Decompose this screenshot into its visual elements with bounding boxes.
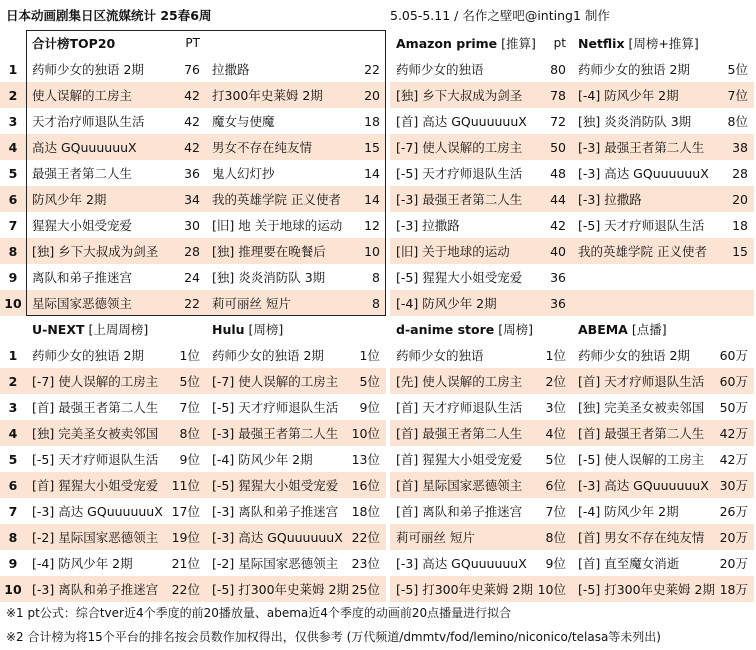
rank-header <box>0 30 26 56</box>
row-value: 4位 <box>545 426 566 441</box>
row-title: [-3] 拉撒路 <box>396 218 460 233</box>
row-value: 60万 <box>719 348 748 363</box>
table-row <box>26 238 206 264</box>
table-row <box>390 420 572 446</box>
row-value: 18 <box>732 217 748 233</box>
table-row <box>206 264 386 290</box>
row-value: 44 <box>550 191 566 207</box>
table-row <box>390 82 572 108</box>
table-row <box>572 212 754 238</box>
row-title: [-3] 高达 GQuuuuuuX <box>578 166 709 181</box>
table-row <box>26 108 206 134</box>
row-title: [独] 推理要在晚餐后 <box>212 244 326 259</box>
rank-cell: 7 <box>8 503 18 519</box>
table-row <box>26 82 206 108</box>
row-title: [-5] 天才疗师退队生活 <box>32 452 159 467</box>
panel-name: Hulu <box>212 321 245 337</box>
table-row <box>206 342 386 368</box>
row-value: 8位 <box>179 426 200 441</box>
row-value: 30万 <box>719 478 748 493</box>
row-value: 34 <box>184 191 200 207</box>
row-title: [首] 最强王者第二人生 <box>578 426 705 441</box>
row-value: 8 <box>372 269 380 285</box>
row-value: 80 <box>550 61 566 77</box>
row-title: [-3] 高达 GQuuuuuuX <box>396 556 527 571</box>
row-title: 打300年史莱姆 2期 <box>212 88 323 103</box>
rank-cell: 6 <box>0 472 26 498</box>
row-title: [首] 猩猩大小姐受宠爱 <box>396 452 523 467</box>
row-title: 高达 GQuuuuuuX <box>32 140 137 155</box>
table-row <box>572 82 754 108</box>
row-title: 天才治疗师退队生活 <box>32 114 145 129</box>
table-row <box>390 498 572 524</box>
row-value: 10 <box>364 243 380 259</box>
row-title: [-3] 高达 GQuuuuuuX <box>212 530 343 545</box>
table-row <box>26 186 206 212</box>
row-value: 7位 <box>727 88 748 103</box>
row-value: 76 <box>184 61 200 77</box>
row-title: 使人误解的工房主 <box>32 88 133 103</box>
row-value: 42万 <box>719 452 748 467</box>
row-title: 药师少女的独语 2期 <box>32 62 144 77</box>
rank-column-top <box>0 30 26 316</box>
table-row <box>572 108 754 134</box>
value-label: PT <box>185 36 200 50</box>
table-row <box>572 368 754 394</box>
table-row <box>390 368 572 394</box>
table-row <box>26 342 206 368</box>
row-title: [首] 最强王者第二人生 <box>32 400 159 415</box>
row-value: 36 <box>550 295 566 311</box>
row-title: [首] 星际国家恶德领主 <box>396 478 523 493</box>
row-title: [首] 猩猩大小姐受宠爱 <box>32 478 159 493</box>
panel-name: d-anime store <box>396 321 495 337</box>
table-row <box>26 550 206 576</box>
table-row <box>572 186 754 212</box>
row-title: [首] 男女不存在纯友情 <box>578 530 705 545</box>
table-row <box>390 550 572 576</box>
row-value: 20万 <box>719 556 748 571</box>
row-title: [-3] 高达 GQuuuuuuX <box>578 478 709 493</box>
row-value: 15 <box>732 243 748 259</box>
row-title: [-4] 防风少年 2期 <box>396 296 497 311</box>
row-title: [-5] 打300年史莱姆 2期 <box>578 582 715 597</box>
panel-name: Netflix <box>578 35 625 51</box>
row-title: [-4] 防风少年 2期 <box>578 504 679 519</box>
row-title: 拉撒路 <box>212 62 250 77</box>
panel-header <box>26 30 206 56</box>
table-row <box>26 420 206 446</box>
row-value: 8位 <box>545 530 566 545</box>
panel-netflix <box>572 30 754 316</box>
table-row <box>206 524 386 550</box>
row-title: [-5] 打300年史莱姆 2期 <box>396 582 533 597</box>
row-title: [首] 天才疗师退队生活 <box>578 374 705 389</box>
row-value: 13位 <box>351 452 380 467</box>
row-value: 42 <box>184 87 200 103</box>
row-value: 20万 <box>719 530 748 545</box>
panel-header <box>206 30 386 56</box>
row-value: 18 <box>364 113 380 129</box>
row-value: 6位 <box>545 478 566 493</box>
table-row <box>572 498 754 524</box>
row-title: [-2] 星际国家恶德领主 <box>212 556 339 571</box>
row-value: 9位 <box>359 400 380 415</box>
rank-cell: 10 <box>0 576 26 602</box>
row-value: 19位 <box>171 530 200 545</box>
row-value: 48 <box>550 165 566 181</box>
table-row <box>390 160 572 186</box>
row-title: [首] 天才疗师退队生活 <box>396 400 523 415</box>
table-row <box>206 160 386 186</box>
row-title: [-3] 离队和弟子推迷宫 <box>212 504 339 519</box>
row-title: 鬼人幻灯抄 <box>212 166 275 181</box>
table-row <box>206 290 386 316</box>
row-value: 17位 <box>171 504 200 519</box>
row-value: 18万 <box>719 582 748 597</box>
panel-header <box>390 30 572 56</box>
row-value: 8 <box>372 295 380 311</box>
row-value: 9位 <box>545 556 566 571</box>
row-title: [-5] 使人误解的工房主 <box>578 452 705 467</box>
row-value: 1位 <box>179 348 200 363</box>
row-value: 2位 <box>545 374 566 389</box>
table-row <box>390 446 572 472</box>
row-title: [-5] 天才疗师退队生活 <box>578 218 705 233</box>
row-title: [独] 炎炎消防队 3期 <box>212 270 326 285</box>
row-title: [-7] 使人误解的工房主 <box>32 374 159 389</box>
row-title: [旧] 关于地球的运动 <box>396 244 510 259</box>
table-row <box>572 238 754 264</box>
row-value: 1位 <box>359 348 380 363</box>
panel-suffix: [周榜] <box>498 322 534 337</box>
row-title: [-2] 星际国家恶德领主 <box>32 530 159 545</box>
table-row <box>206 108 386 134</box>
panel-combined-right <box>206 30 386 316</box>
panel-name: ABEMA <box>578 321 628 337</box>
row-value: 20 <box>364 87 380 103</box>
row-value: 21位 <box>171 556 200 571</box>
panel-suffix: [点播] <box>631 322 667 337</box>
row-title: [独] 完美圣女被卖邻国 <box>32 426 159 441</box>
row-value: 28 <box>184 243 200 259</box>
row-title: 猩猩大小姐受宠爱 <box>32 218 133 233</box>
row-title: 星际国家恶德领主 <box>32 296 133 311</box>
row-value: 10位 <box>351 426 380 441</box>
row-title: 莉可丽丝 短片 <box>212 296 291 311</box>
rank-column-bottom <box>0 316 26 602</box>
row-value: 7位 <box>545 504 566 519</box>
table-row <box>390 186 572 212</box>
row-value: 42 <box>184 113 200 129</box>
row-value: 22位 <box>171 582 200 597</box>
table-row <box>26 56 206 82</box>
row-value: 26万 <box>719 504 748 519</box>
table-row <box>572 56 754 82</box>
panel-name: Amazon prime <box>396 35 498 51</box>
row-value: 60万 <box>719 374 748 389</box>
row-value: 38 <box>732 139 748 155</box>
table-row <box>206 238 386 264</box>
row-value: 9位 <box>179 452 200 467</box>
panel-combined-left <box>26 30 206 316</box>
row-value: 30 <box>184 217 200 233</box>
rank-cell: 3 <box>8 113 18 129</box>
row-value: 36 <box>550 269 566 285</box>
table-row <box>206 212 386 238</box>
rank-cell: 1 <box>8 61 18 77</box>
row-title: [-5] 天才疗师退队生活 <box>396 166 523 181</box>
table-row <box>390 576 572 602</box>
row-title: 莉可丽丝 短片 <box>396 530 475 545</box>
panel-u-next <box>26 316 206 602</box>
table-row <box>572 134 754 160</box>
table-row <box>390 238 572 264</box>
panel-suffix: [周榜+推算] <box>628 36 699 51</box>
row-value: 18位 <box>351 504 380 519</box>
table-row <box>572 290 754 316</box>
table-row <box>390 290 572 316</box>
row-title: [旧] 地 关于地球的运动 <box>212 218 343 233</box>
row-value: 24 <box>184 269 200 285</box>
row-title: [-4] 防风少年 2期 <box>32 556 133 571</box>
row-value: 10位 <box>537 582 566 597</box>
table-row <box>26 446 206 472</box>
row-value: 42万 <box>719 426 748 441</box>
row-title: [-7] 使人误解的工房主 <box>396 140 523 155</box>
row-title: [首] 离队和弟子推迷宫 <box>396 504 523 519</box>
row-title: [-7] 使人误解的工房主 <box>212 374 339 389</box>
row-title: 我的英雄学院 正义使者 <box>578 244 707 259</box>
table-row <box>572 420 754 446</box>
panel-abema <box>572 316 754 602</box>
page-subtitle: 5.05-5.11 / 名作之壁吧@inting1 制作 <box>390 8 610 23</box>
table-row <box>390 342 572 368</box>
row-value: 36 <box>184 165 200 181</box>
row-title: 最强王者第二人生 <box>32 166 133 181</box>
table-row <box>572 160 754 186</box>
row-title: [-3] 最强王者第二人生 <box>578 140 705 155</box>
row-value: 7位 <box>179 400 200 415</box>
table-row <box>206 56 386 82</box>
table-row <box>26 576 206 602</box>
row-value: 40 <box>550 243 566 259</box>
row-title: [-4] 防风少年 2期 <box>212 452 313 467</box>
table-row <box>206 472 386 498</box>
row-title: 药师少女的独语 2期 <box>212 348 324 363</box>
table-row <box>572 264 754 290</box>
rank-cell: 8 <box>0 524 26 550</box>
rank-header <box>0 316 26 342</box>
rank-cell: 5 <box>8 165 18 181</box>
table-row <box>26 394 206 420</box>
row-value: 28 <box>732 165 748 181</box>
table-row <box>572 446 754 472</box>
rank-cell: 9 <box>8 555 18 571</box>
row-title: [首] 最强王者第二人生 <box>396 426 523 441</box>
row-value: 25位 <box>351 582 380 597</box>
row-value: 72 <box>550 113 566 129</box>
row-value: 8位 <box>727 114 748 129</box>
table-row <box>26 290 206 316</box>
rank-cell: 1 <box>8 347 18 363</box>
row-title: [-4] 防风少年 2期 <box>578 88 679 103</box>
table-row <box>572 394 754 420</box>
table-row <box>390 264 572 290</box>
row-value: 3位 <box>545 400 566 415</box>
table-row <box>26 212 206 238</box>
panel-header <box>26 316 206 342</box>
row-value: 5位 <box>359 374 380 389</box>
table-row <box>572 524 754 550</box>
row-title: [-3] 最强王者第二人生 <box>396 192 523 207</box>
table-row <box>390 472 572 498</box>
row-title: [-3] 高达 GQuuuuuuX <box>32 504 163 519</box>
table-row <box>206 576 386 602</box>
row-title: 药师少女的独语 <box>396 62 484 77</box>
rank-cell: 6 <box>0 186 26 212</box>
row-title: [独] 完美圣女被卖邻国 <box>578 400 705 415</box>
table-row <box>390 134 572 160</box>
table-row <box>206 134 386 160</box>
rank-cell: 8 <box>0 238 26 264</box>
table-row <box>206 550 386 576</box>
table-row <box>572 472 754 498</box>
table-row <box>390 524 572 550</box>
row-title: [-5] 天才疗师退队生活 <box>212 400 339 415</box>
row-title: 我的英雄学院 正义使者 <box>212 192 341 207</box>
row-title: [独] 乡下大叔成为剑圣 <box>396 88 523 103</box>
table-row <box>206 186 386 212</box>
rank-cell: 10 <box>0 290 26 316</box>
row-value: 20 <box>732 191 748 207</box>
row-title: 药师少女的独语 2期 <box>578 348 690 363</box>
table-row <box>26 472 206 498</box>
table-row <box>206 394 386 420</box>
footnote-2: ※2 合计榜为将15个平台的排名按会员数作加权得出，仅供参考 (万代频道/dmmtv/fod/lemino/niconico/telasa等未列出) <box>6 630 661 644</box>
table-row <box>206 82 386 108</box>
row-title: [-3] 最强王者第二人生 <box>212 426 339 441</box>
panel-header <box>572 30 754 56</box>
panel-suffix: [上周周榜] <box>88 322 149 337</box>
panel-name: 合计榜TOP20 <box>32 36 116 51</box>
row-value: 15 <box>364 139 380 155</box>
row-value: 23位 <box>351 556 380 571</box>
row-title: [首] 高达 GQuuuuuuX <box>396 114 527 129</box>
row-title: [-5] 打300年史莱姆 2期 <box>212 582 349 597</box>
row-title: 防风少年 2期 <box>32 192 107 207</box>
row-title: 魔女与使魔 <box>212 114 275 129</box>
page-title: 日本动画剧集日区流媒统计 25春6周 <box>6 8 212 23</box>
table-row <box>26 524 206 550</box>
rank-cell: 2 <box>0 82 26 108</box>
panel-d-anime-store <box>390 316 572 602</box>
row-value: 14 <box>364 165 380 181</box>
panel-name: U-NEXT <box>32 321 85 337</box>
table-row <box>390 212 572 238</box>
table-row <box>572 342 754 368</box>
footnote-1: ※1 pt公式：综合tver近4个季度的前20播放量、abema近4个季度的动画前20点播量进行拟合 <box>6 606 512 620</box>
row-value: 42 <box>184 139 200 155</box>
row-title: 男女不存在纯友情 <box>212 140 313 155</box>
row-value: 14 <box>364 191 380 207</box>
table-row <box>26 134 206 160</box>
row-value: 16位 <box>351 478 380 493</box>
rank-cell: 2 <box>0 368 26 394</box>
panel-amazon-prime <box>390 30 572 316</box>
row-value: 50 <box>550 139 566 155</box>
rank-cell: 5 <box>8 451 18 467</box>
table-row <box>26 368 206 394</box>
row-title: 药师少女的独语 2期 <box>32 348 144 363</box>
row-title: [首] 直至魔女消逝 <box>578 556 680 571</box>
row-value: 22 <box>184 295 200 311</box>
row-value: 22位 <box>351 530 380 545</box>
row-title: [先] 使人误解的工房主 <box>396 374 523 389</box>
row-value: 5位 <box>727 62 748 77</box>
row-title: [-3] 离队和弟子推迷宫 <box>32 582 159 597</box>
row-value: 42 <box>550 217 566 233</box>
panel-header <box>572 316 754 342</box>
rank-cell: 4 <box>0 134 26 160</box>
row-title: [-5] 猩猩大小姐受宠爱 <box>212 478 339 493</box>
table-row <box>390 108 572 134</box>
table-row <box>572 576 754 602</box>
table-row <box>206 420 386 446</box>
panel-suffix: [推算] <box>501 36 536 51</box>
row-value: 5位 <box>545 452 566 467</box>
table-row <box>206 446 386 472</box>
row-value: 12 <box>364 217 380 233</box>
row-title: [独] 乡下大叔成为剑圣 <box>32 244 159 259</box>
row-title: 药师少女的独语 2期 <box>578 62 690 77</box>
rank-cell: 9 <box>8 269 18 285</box>
table-row <box>26 160 206 186</box>
row-value: 11位 <box>171 478 200 493</box>
row-value: 22 <box>364 61 380 77</box>
panel-suffix: [周榜] <box>248 322 284 337</box>
panel-header <box>206 316 386 342</box>
rank-cell: 3 <box>8 399 18 415</box>
rank-cell: 7 <box>8 217 18 233</box>
table-row <box>26 264 206 290</box>
table-row <box>390 56 572 82</box>
table-row <box>572 550 754 576</box>
row-title: [-3] 拉撒路 <box>578 192 642 207</box>
row-title: [-5] 猩猩大小姐受宠爱 <box>396 270 523 285</box>
table-row <box>206 368 386 394</box>
table-row <box>390 394 572 420</box>
panel-header <box>390 316 572 342</box>
rank-cell: 4 <box>0 420 26 446</box>
row-value: 50万 <box>719 400 748 415</box>
value-label: pt <box>553 36 566 50</box>
row-title: 离队和弟子推迷宫 <box>32 270 133 285</box>
panel-hulu <box>206 316 386 602</box>
table-row <box>26 498 206 524</box>
row-value: 5位 <box>179 374 200 389</box>
row-title: 药师少女的独语 <box>396 348 484 363</box>
table-row <box>206 498 386 524</box>
row-value: 1位 <box>545 348 566 363</box>
row-value: 78 <box>550 87 566 103</box>
row-title: [独] 炎炎消防队 3期 <box>578 114 692 129</box>
